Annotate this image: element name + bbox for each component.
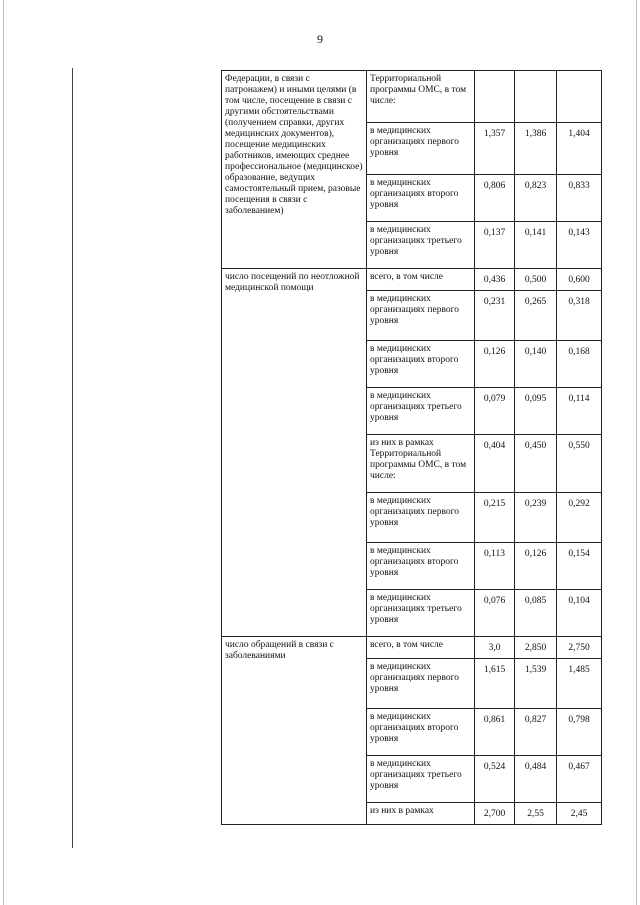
row-label-cell: в медицинских организациях третьего уровня — [367, 222, 475, 269]
category-cell: число посещений по неотложной медицинской помощи — [222, 269, 367, 637]
row-label-cell: в медицинских организациях первого уровня — [367, 291, 475, 341]
scan-edge-right — [636, 0, 637, 905]
value-cell-3: 0,168 — [557, 341, 602, 388]
row-label-cell: всего, в том числе — [367, 637, 475, 659]
value-cell-3: 2,45 — [557, 803, 602, 825]
value-cell-1 — [475, 71, 515, 123]
value-cell-3: 0,318 — [557, 291, 602, 341]
value-cell-2: 0,141 — [515, 222, 557, 269]
value-cell-1: 1,357 — [475, 123, 515, 175]
value-cell-2 — [515, 71, 557, 123]
value-cell-1: 0,076 — [475, 590, 515, 637]
row-label-cell: Территориальной программы ОМС, в том числе: — [367, 71, 475, 123]
value-cell-2: 2,55 — [515, 803, 557, 825]
value-cell-3: 0,143 — [557, 222, 602, 269]
margin-line — [72, 68, 73, 848]
value-cell-2: 0,827 — [515, 709, 557, 756]
table-row — [222, 71, 602, 123]
category-cell: число обращений в связи с заболеваниями — [222, 637, 367, 825]
row-label-cell: всего, в том числе — [367, 269, 475, 291]
value-cell-3 — [557, 71, 602, 123]
value-cell-3: 0,600 — [557, 269, 602, 291]
value-cell-3: 2,750 — [557, 637, 602, 659]
row-label-cell: в медицинских организациях первого уровня — [367, 123, 475, 175]
value-cell-1: 1,615 — [475, 659, 515, 709]
value-cell-1: 2,700 — [475, 803, 515, 825]
value-cell-2: 0,239 — [515, 493, 557, 543]
row-label-cell: в медицинских организациях третьего уровня — [367, 590, 475, 637]
value-cell-2: 0,500 — [515, 269, 557, 291]
row-label-cell: в медицинских организациях второго уровня — [367, 175, 475, 222]
value-cell-1: 0,113 — [475, 543, 515, 590]
value-cell-1: 0,137 — [475, 222, 515, 269]
value-cell-1: 0,231 — [475, 291, 515, 341]
value-cell-3: 1,485 — [557, 659, 602, 709]
table-row — [222, 269, 602, 291]
value-cell-2: 1,386 — [515, 123, 557, 175]
value-cell-1: 0,404 — [475, 435, 515, 493]
value-cell-2: 0,823 — [515, 175, 557, 222]
value-cell-2: 1,539 — [515, 659, 557, 709]
value-cell-1: 0,079 — [475, 388, 515, 435]
row-label-cell: из них в рамках — [367, 803, 475, 825]
value-cell-3: 0,114 — [557, 388, 602, 435]
row-label-cell: в медицинских организациях первого уровня — [367, 493, 475, 543]
value-cell-3: 0,833 — [557, 175, 602, 222]
row-label-cell: в медицинских организациях второго уровня — [367, 543, 475, 590]
value-cell-3: 0,104 — [557, 590, 602, 637]
row-label-cell: из них в рамках Территориальной программы ОМС, в том числе: — [367, 435, 475, 493]
value-cell-1: 0,215 — [475, 493, 515, 543]
value-cell-1: 0,126 — [475, 341, 515, 388]
value-cell-1: 0,436 — [475, 269, 515, 291]
value-cell-3: 0,798 — [557, 709, 602, 756]
value-cell-3: 0,292 — [557, 493, 602, 543]
value-cell-3: 0,467 — [557, 756, 602, 803]
category-cell: Федерации, в связи с патронажем) и иными целями (в том числе, посещение в связи с другими обстоятельствами (получением справки, других медицинских документов), посещение медицинских работников, имеющих среднее профессиональное (медицинское) образование, ведущих самостоятельный прием, разовые посещения в связи с заболеванием) — [222, 71, 367, 269]
row-label-cell: в медицинских организациях второго уровня — [367, 341, 475, 388]
indicators-table — [221, 70, 602, 825]
value-cell-2: 0,126 — [515, 543, 557, 590]
value-cell-2: 0,484 — [515, 756, 557, 803]
row-label-cell: в медицинских организациях третьего уровня — [367, 756, 475, 803]
value-cell-1: 0,524 — [475, 756, 515, 803]
value-cell-3: 1,404 — [557, 123, 602, 175]
value-cell-2: 2,850 — [515, 637, 557, 659]
value-cell-2: 0,450 — [515, 435, 557, 493]
value-cell-1: 3,0 — [475, 637, 515, 659]
value-cell-2: 0,265 — [515, 291, 557, 341]
value-cell-1: 0,806 — [475, 175, 515, 222]
row-label-cell: в медицинских организациях второго уровня — [367, 709, 475, 756]
value-cell-2: 0,095 — [515, 388, 557, 435]
row-label-cell: в медицинских организациях первого уровня — [367, 659, 475, 709]
value-cell-3: 0,550 — [557, 435, 602, 493]
scan-edge-left — [3, 0, 4, 905]
value-cell-3: 0,154 — [557, 543, 602, 590]
value-cell-2: 0,085 — [515, 590, 557, 637]
value-cell-2: 0,140 — [515, 341, 557, 388]
value-cell-1: 0,861 — [475, 709, 515, 756]
table-row — [222, 637, 602, 659]
page-number: 9 — [317, 32, 323, 46]
row-label-cell: в медицинских организациях третьего уровня — [367, 388, 475, 435]
